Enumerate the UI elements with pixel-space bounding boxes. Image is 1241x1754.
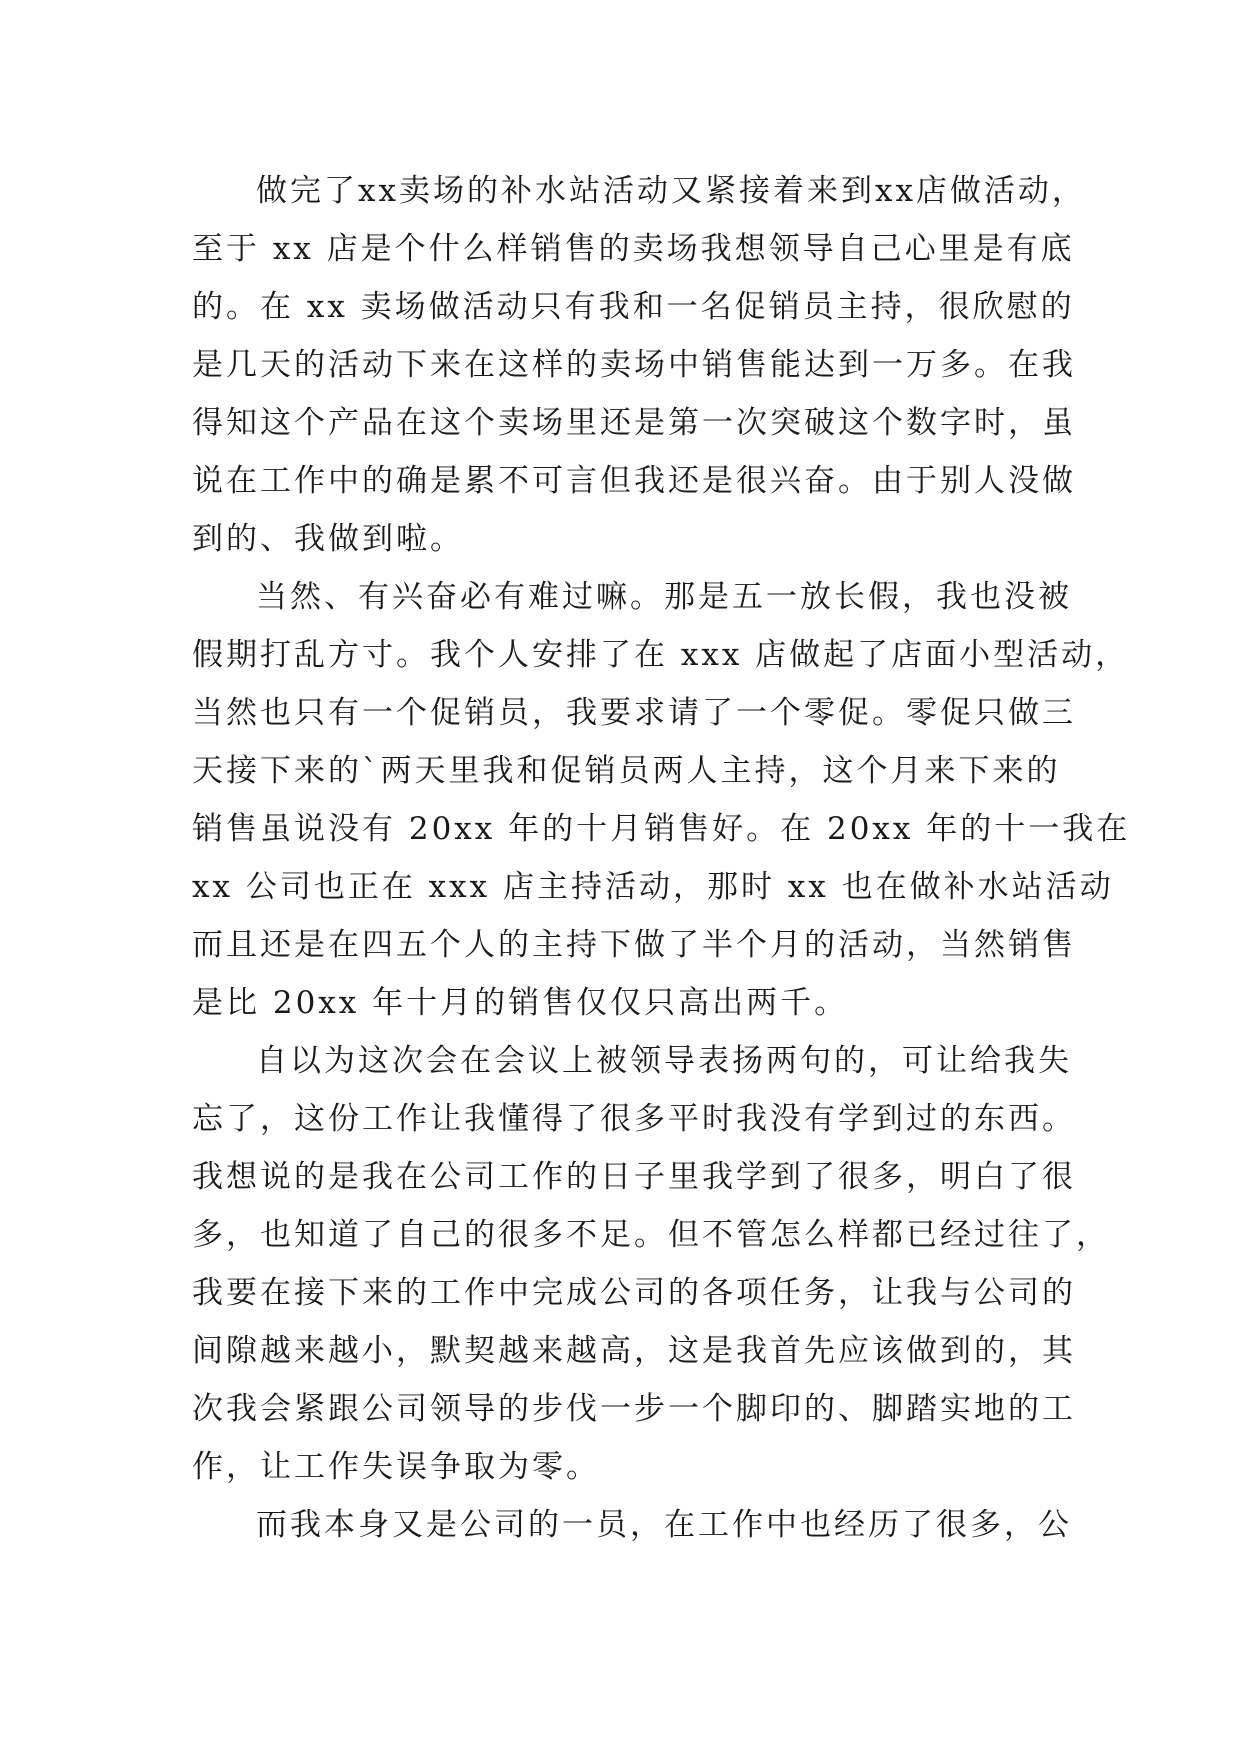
text-line: 销售虽说没有 20xx 年的十月销售好。在 20xx 年的十一我在 [192,811,1131,847]
text-line: 次我会紧跟公司领导的步伐一步一个脚印的、脚踏实地的工 [192,1391,1076,1427]
text-line: 作，让工作失误争取为零。 [192,1449,600,1485]
text-line: 我想说的是我在公司工作的日子里我学到了很多，明白了很 [192,1159,1076,1195]
paragraph-1 [192,162,1086,568]
text-line: 当然、有兴奋必有难过嘛。那是五一放长假，我也没被 [256,579,1072,615]
text-line: 做完了xx卖场的补水站活动又紧接着来到xx店做活动， [256,173,1086,209]
text-line: 是几天的活动下来在这样的卖场中销售能达到一万多。在我 [192,347,1076,383]
document-body [192,162,1131,1554]
text-line: 而且还是在四五个人的主持下做了半个月的活动，当然销售 [192,927,1076,963]
text-line: 至于 xx 店是个什么样销售的卖场我想领导自己心里是有底 [192,231,1075,267]
paragraph-2 [192,568,1131,1032]
text-line: 到的、我做到啦。 [192,521,464,557]
text-line: 我要在接下来的工作中完成公司的各项任务，让我与公司的 [192,1275,1076,1311]
text-line: 天接下来的`两天里我和促销员两人主持，这个月来下来的 [192,753,1061,789]
text-line: 间隙越来越小，默契越来越高，这是我首先应该做到的，其 [192,1333,1076,1369]
text-line: xx 公司也正在 xxx 店主持活动，那时 xx 也在做补水站活动 [192,869,1114,905]
text-line: 说在工作中的确是累不可言但我还是很兴奋。由于别人没做 [192,463,1076,499]
text-line: 自以为这次会在会议上被领导表扬两句的，可让给我失 [256,1043,1072,1079]
text-line: 忘了，这份工作让我懂得了很多平时我没有学到过的东西。 [192,1101,1076,1137]
text-line: 的。在 xx 卖场做活动只有我和一名促销员主持，很欣慰的 [192,289,1075,325]
text-line: 而我本身又是公司的一员，在工作中也经历了很多，公 [256,1507,1072,1543]
text-line: 多，也知道了自己的很多不足。但不管怎么样都已经过往了， [192,1217,1110,1253]
text-line: 是比 20xx 年十月的销售仅仅只高出两千。 [192,985,849,1021]
text-line: 假期打乱方寸。我个人安排了在 xxx 店做起了店面小型活动， [192,637,1130,673]
text-line: 得知这个产品在这个卖场里还是第一次突破这个数字时，虽 [192,405,1076,441]
paragraph-3 [192,1032,1110,1496]
paragraph-4 [192,1496,1072,1554]
text-line: 当然也只有一个促销员，我要求请了一个零促。零促只做三 [192,695,1076,731]
